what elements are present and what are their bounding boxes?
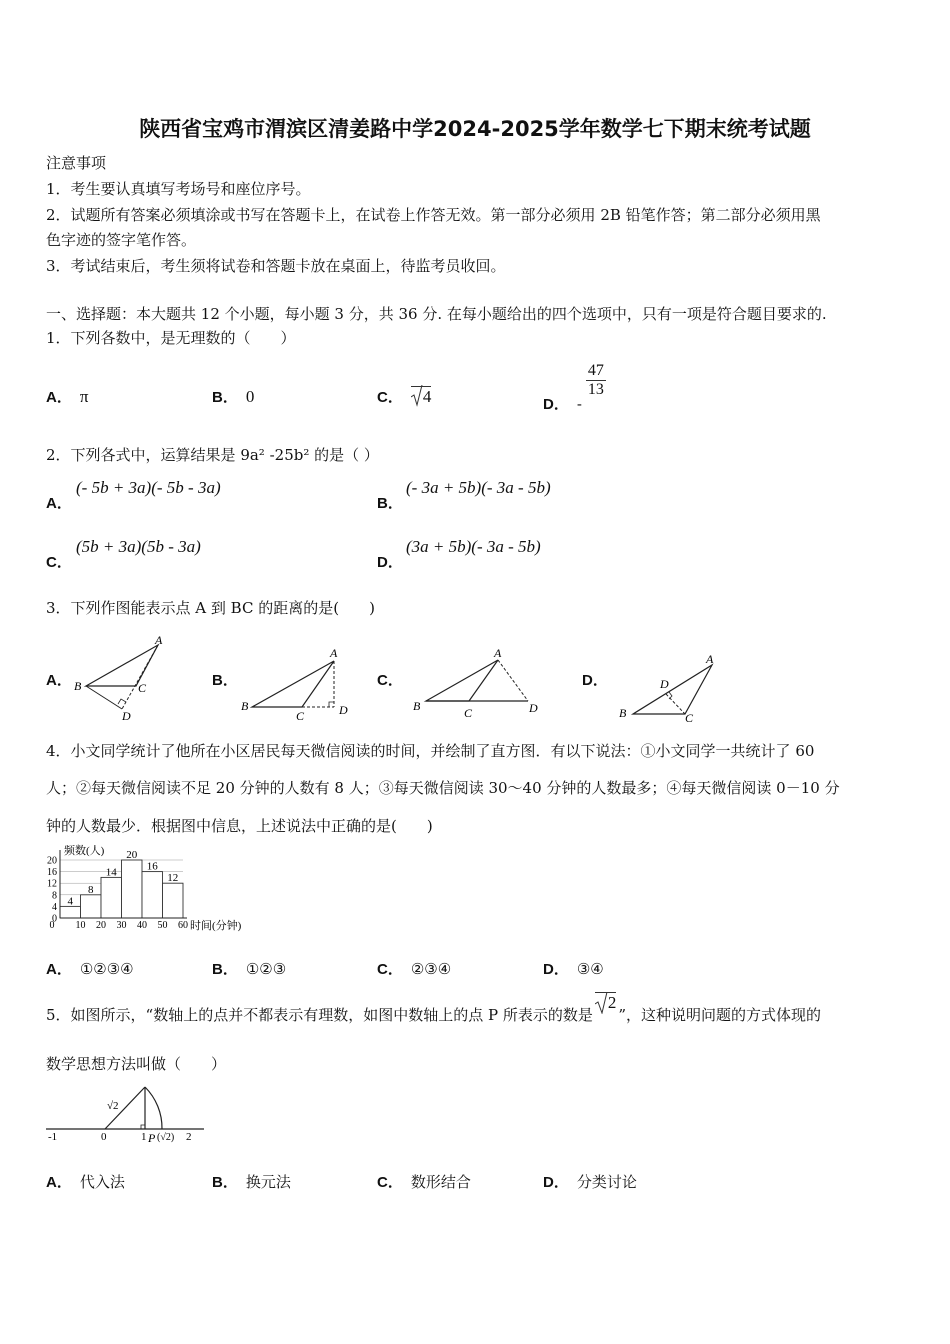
tick-label: 0 (101, 1131, 107, 1143)
point-label: B (413, 699, 421, 713)
q5-stem-line2: 数学思想方法叫做（ ） (46, 1055, 227, 1073)
q1-stem: 1．下列各数中，是无理数的（ ） (46, 329, 296, 347)
point-label: D (339, 703, 348, 717)
section-heading: 一、选择题：本大题共 12 个小题，每小题 3 分，共 36 分. 在每小题给出的四个选项中，只有一项是符合题目要求的. (46, 305, 827, 323)
option-label: B． (212, 961, 238, 978)
point-label: C (685, 711, 694, 724)
option-value: 数形结合 (410, 1173, 471, 1191)
option-label: D． (543, 961, 569, 978)
point-label: C (138, 681, 147, 695)
x-tick-label: 20 (96, 920, 106, 931)
option-label: A． (46, 389, 72, 406)
option-value: ①②③ (245, 960, 287, 978)
option-label: B． (212, 672, 238, 689)
page-title: 陕西省宝鸡市渭滨区清姜路中学2024-2025学年数学七下期末统考试题 (139, 117, 811, 141)
data-label: 12 (167, 872, 179, 885)
numerator: 47 (587, 362, 604, 379)
option-label: A． (46, 672, 72, 689)
denominator: 13 (587, 381, 604, 398)
y-tick-label: 4 (52, 901, 57, 913)
y-tick-label: 20 (47, 855, 57, 867)
point-label: D (660, 677, 669, 691)
point-label: C (464, 706, 473, 720)
q2-stem: 2．下列各式中，运算结果是 9a² -25b² 的是（ ） (46, 446, 379, 464)
point-label: B (74, 679, 82, 693)
q4-option-c[interactable] (377, 958, 451, 979)
q5-text: 5．如图所示，“数轴上的点并不都表示有理数，如图中数轴上的点 P 所表示的数是 (46, 1006, 593, 1024)
q4-option-b[interactable] (212, 958, 286, 979)
q3-stem: 3．下列作图能表示点 A 到 BC 的距离的是( ) (46, 599, 375, 617)
bar (163, 883, 184, 918)
q2-option-b-expr: (- 3a + 5b)(- 3a - 5b) (406, 478, 551, 497)
option-label: C． (377, 672, 403, 689)
point-value-label: (√2) (157, 1132, 175, 1143)
q1-option-d[interactable] (543, 362, 606, 413)
sqrt-icon (411, 385, 423, 407)
sqrt-radicand: 4 (422, 387, 432, 406)
data-label: 4 (67, 895, 73, 908)
q5-text: ”，这种说明问题的方式体现的 (618, 1006, 822, 1024)
histogram-chart (40, 842, 255, 934)
bar (81, 895, 102, 918)
tick-label: -1 (48, 1131, 58, 1143)
q3-figure-a (60, 632, 170, 724)
tick-label: 1 (141, 1131, 147, 1143)
data-label: 20 (126, 849, 138, 861)
bar (122, 860, 143, 918)
hypotenuse-label: √2 (107, 1100, 119, 1112)
option-label: D． (543, 1174, 569, 1191)
bar (142, 872, 163, 918)
q4-stem-line: 人；②每天微信阅读不足 20 分钟的人数有 8 人；③每天微信阅读 30～40 分钟的人数最多；④每天微信阅读 0－10 分 (46, 779, 840, 797)
sqrt-icon (595, 992, 608, 1014)
q5-option-a[interactable] (46, 1171, 125, 1192)
notice-item: 2．试题所有答案必须填涂或书写在答题卡上，在试卷上作答无效。第一部分必须用 2B 铅笔作答；第二部分必须用黑 (46, 206, 821, 224)
x-tick-label: 0 (49, 920, 55, 931)
x-tick-label: 30 (116, 920, 127, 931)
option-label: C． (377, 1174, 403, 1191)
fraction (586, 362, 606, 399)
chart-ylabel: 频数(人) (64, 845, 105, 857)
point-label: A (155, 633, 163, 647)
point-label: D (529, 701, 538, 715)
point-label: C (296, 709, 305, 723)
sqrt-expression (595, 992, 617, 1013)
data-label: 14 (105, 866, 117, 879)
point-label: P (148, 1131, 156, 1144)
q4-option-d[interactable] (543, 958, 604, 979)
q2-option-d-expr: (3a + 5b)(- 3a - 5b) (406, 537, 541, 556)
q4-stem-line: 钟的人数最少．根据图中信息，上述说法中正确的是( ) (46, 817, 433, 835)
number-line-figure (44, 1082, 210, 1144)
y-tick-label: 16 (47, 867, 57, 879)
q2-option-a-expr: (- 5b + 3a)(- 5b - 3a) (76, 478, 221, 497)
sqrt-radicand: 2 (607, 993, 617, 1012)
option-label: A． (46, 495, 72, 512)
bar (101, 877, 122, 918)
q2-option-a[interactable] (46, 492, 80, 513)
y-tick-label: 12 (47, 878, 57, 890)
notice-item: 3．考试结束后，考生须将试卷和答题卡放在桌面上，待监考员收回。 (46, 257, 506, 275)
point-label: A (330, 646, 338, 660)
q3-figure-c (408, 640, 558, 724)
q5-stem-line1 (46, 993, 822, 1025)
option-label: A． (46, 1174, 72, 1191)
option-label: B． (212, 389, 238, 406)
option-value: ③④ (576, 960, 604, 978)
data-label: 16 (146, 860, 158, 873)
option-label: B． (377, 495, 403, 512)
point-label: D (122, 709, 131, 723)
x-tick-label: 10 (75, 920, 86, 931)
bar (60, 906, 81, 918)
q3-option-d[interactable] (582, 669, 616, 690)
q1-option-c[interactable] (377, 386, 431, 407)
option-label: A． (46, 961, 72, 978)
notice-item: 色字迹的签字笔作答。 (46, 231, 197, 249)
option-value: ②③④ (410, 960, 452, 978)
q2-option-c-expr: (5b + 3a)(5b - 3a) (76, 537, 201, 556)
option-value: 分类讨论 (576, 1173, 637, 1191)
y-tick-label: 8 (52, 890, 57, 902)
option-label: D． (582, 672, 608, 689)
q5-option-d[interactable] (543, 1171, 637, 1192)
option-label: D． (377, 554, 403, 571)
data-label: 8 (88, 883, 94, 896)
notice-item: 1．考生要认真填写考场号和座位序号。 (46, 180, 311, 198)
q4-option-a[interactable] (46, 958, 134, 979)
tick-label: 2 (186, 1131, 192, 1143)
q3-option-c[interactable] (377, 669, 411, 690)
option-value: 0 (245, 387, 255, 406)
q1-option-b[interactable] (212, 386, 254, 407)
q5-option-c[interactable] (377, 1171, 471, 1192)
q1-option-a[interactable] (46, 386, 88, 407)
q3-figure-d (612, 648, 724, 724)
option-label: B． (212, 1174, 238, 1191)
chart-xlabel: 时间(分钟) (190, 920, 242, 932)
q3-figure-b (238, 640, 358, 724)
minus-sign: - (576, 394, 582, 413)
option-label: C． (377, 389, 403, 406)
point-label: B (619, 706, 627, 720)
option-value: 代入法 (79, 1173, 125, 1191)
q2-option-c[interactable] (46, 551, 80, 572)
option-value: ①②③④ (79, 960, 134, 978)
option-label: C． (377, 961, 403, 978)
point-label: A (494, 646, 502, 660)
option-label: C． (46, 554, 72, 571)
option-value: π (79, 387, 89, 406)
option-label: D． (543, 395, 569, 413)
option-value: 换元法 (245, 1173, 291, 1191)
notice-heading: 注意事项 (46, 154, 107, 172)
x-tick-label: 40 (137, 920, 147, 931)
q5-option-b[interactable] (212, 1171, 291, 1192)
x-tick-label: 50 (157, 920, 168, 931)
y-tick-label: 0 (52, 913, 57, 925)
x-tick-label: 60 (178, 920, 188, 931)
option-value (411, 386, 432, 407)
q4-stem-line: 4．小文同学统计了他所在小区居民每天微信阅读的时间，并绘制了直方图．有以下说法：①小文同学一共统计了 60 (46, 742, 815, 760)
point-label: B (241, 699, 249, 713)
point-label: A (706, 652, 714, 666)
